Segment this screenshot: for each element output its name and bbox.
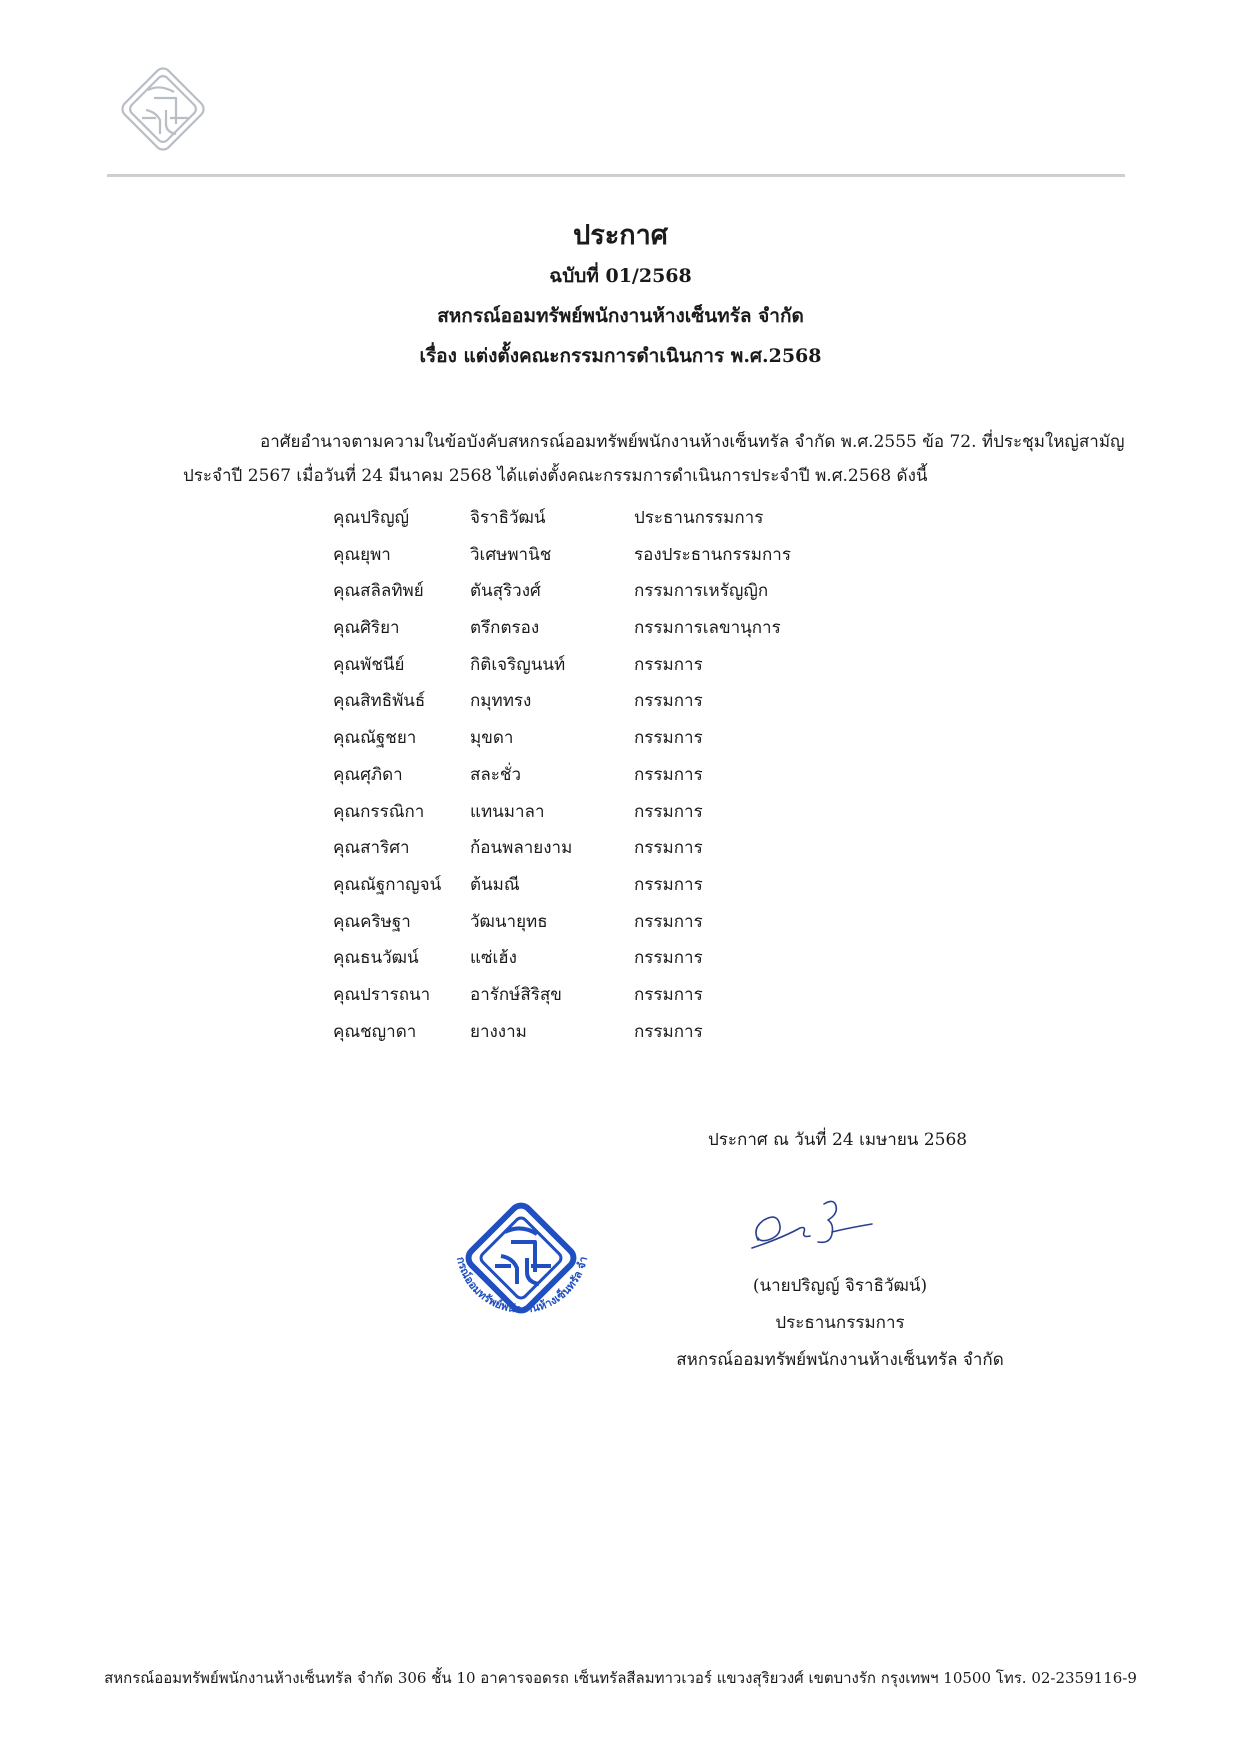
member-role: กรรมการ [634,764,703,785]
member-last-name: มุขดา [470,728,514,749]
member-last-name: ต้นมณี [470,874,520,895]
member-last-name: แซ่เฮ้ง [470,948,517,969]
member-first-name: คุณชญาดา [333,1021,417,1042]
member-row [333,830,791,867]
member-first-name: คุณคริษฐา [333,911,411,932]
member-role: กรรมการ [634,911,703,932]
member-row [333,537,791,574]
member-row [333,610,791,647]
member-role: กรรมการ [634,1021,703,1042]
member-first-name: คุณศิริยา [333,618,400,639]
member-row [333,647,791,684]
announcement-number: ฉบับที่ 01/2568 [549,265,692,287]
member-last-name: อารักษ์สิริสุข [470,984,562,1005]
member-row [333,500,791,537]
member-row [333,683,791,720]
footer-address: สหกรณ์ออมทรัพย์พนักงานห้างเซ็นทรัล จำกัด 306 ชั้น 10 อาคารจอดรถ เซ็นทรัลสีลมทาวเวอร์ แขวงสุริยวงศ์ เขตบางรัก กรุงเทพฯ 10500 โทร. 02-2359116-9 [104,1669,1137,1687]
member-first-name: คุณสิทธิพันธ์ [333,691,426,712]
member-role: กรรมการ [634,654,703,675]
signatory-position: ประธานกรรมการ [775,1313,905,1333]
member-first-name: คุณสาริศา [333,838,410,859]
member-row [333,757,791,794]
member-role: กรรมการเลขานุการ [634,618,781,639]
member-first-name: คุณปรารถนา [333,984,431,1005]
member-role: กรรมการ [634,874,703,895]
member-row [333,977,791,1014]
member-role: กรรมการ [634,728,703,749]
member-row [333,720,791,757]
member-row [333,904,791,941]
member-row [333,1014,791,1051]
member-first-name: คุณณัฐกาญจน์ [333,874,442,895]
member-last-name: ตันสุริวงศ์ [470,581,541,602]
body-line-1: อาศัยอำนาจตามความในข้อบังคับสหกรณ์ออมทรัพย์พนักงานห้างเซ็นทรัล จำกัด พ.ศ.2555 ข้อ 72. ที่ประชุมใหญ่สามัญ [260,432,1125,452]
member-last-name: จิราธิวัฒน์ [470,508,546,528]
member-row [333,940,791,977]
member-last-name: กิติเจริญนนท์ [470,654,566,675]
member-last-name: ยางงาม [470,1021,527,1042]
member-first-name: คุณธนวัฒน์ [333,948,419,969]
header-divider [107,174,1125,177]
member-role: กรรมการ [634,948,703,969]
member-last-name: ก้อนพลายงาม [470,838,573,859]
organization-name: สหกรณ์ออมทรัพย์พนักงานห้างเซ็นทรัล จำกัด [437,305,804,327]
signatory-organization: สหกรณ์ออมทรัพย์พนักงานห้างเซ็นทรัล จำกัด [676,1350,1004,1370]
announcement-subject: เรื่อง แต่งตั้งคณะกรรมการดำเนินการ พ.ศ.2568 [419,345,822,367]
member-role: รองประธานกรรมการ [634,544,791,565]
member-role: กรรมการ [634,691,703,712]
member-last-name: วิเศษพานิช [470,544,552,565]
member-row [333,867,791,904]
chairman-signature [748,1192,878,1262]
member-role: กรรมการ [634,801,703,822]
body-line-2: ประจำปี 2567 เมื่อวันที่ 24 มีนาคม 2568 ได้แต่งตั้งคณะกรรมการดำเนินการประจำปี พ.ศ.2568 ดังนี้ [183,466,928,486]
stamp-lettering: กรณ์ออมทรัพย์พนักงานห้างเซ็นทรัล จำ [453,1255,591,1316]
signatory-name: (นายปริญญ์ จิราธิวัฒน์) [752,1276,928,1296]
member-role: กรรมการ [634,984,703,1005]
member-row [333,794,791,831]
member-first-name: คุณพัชนีย์ [333,654,405,675]
member-last-name: กมุททรง [470,691,532,712]
member-role: กรรมการ [634,838,703,859]
member-role: กรรมการเหรัญญิก [634,581,769,602]
announcement-heading [0,216,1241,376]
member-last-name: ตรึกตรอง [470,618,540,639]
member-last-name: สละชั่ว [470,764,522,785]
member-first-name: คุณสลิลทิพย์ [333,581,424,602]
announcement-title: ประกาศ [573,220,668,251]
header-logo [106,54,224,166]
signature-block [650,1268,1030,1379]
announcement-body [183,425,1125,493]
member-role: ประธานกรรมการ [634,508,764,528]
member-first-name: คุณณัฐชยา [333,728,417,749]
committee-member-list [333,500,791,1050]
member-first-name: คุณปริญญ์ [333,508,410,528]
member-first-name: คุณศุภิดา [333,764,403,785]
announcement-date: ประกาศ ณ วันที่ 24 เมษายน 2568 [708,1130,968,1150]
member-first-name: คุณยุพา [333,544,391,565]
member-first-name: คุณกรรณิกา [333,801,425,822]
official-stamp [435,1188,607,1348]
member-last-name: แทนมาลา [470,801,545,822]
member-row [333,573,791,610]
member-last-name: วัฒนายุทธ [470,911,548,932]
